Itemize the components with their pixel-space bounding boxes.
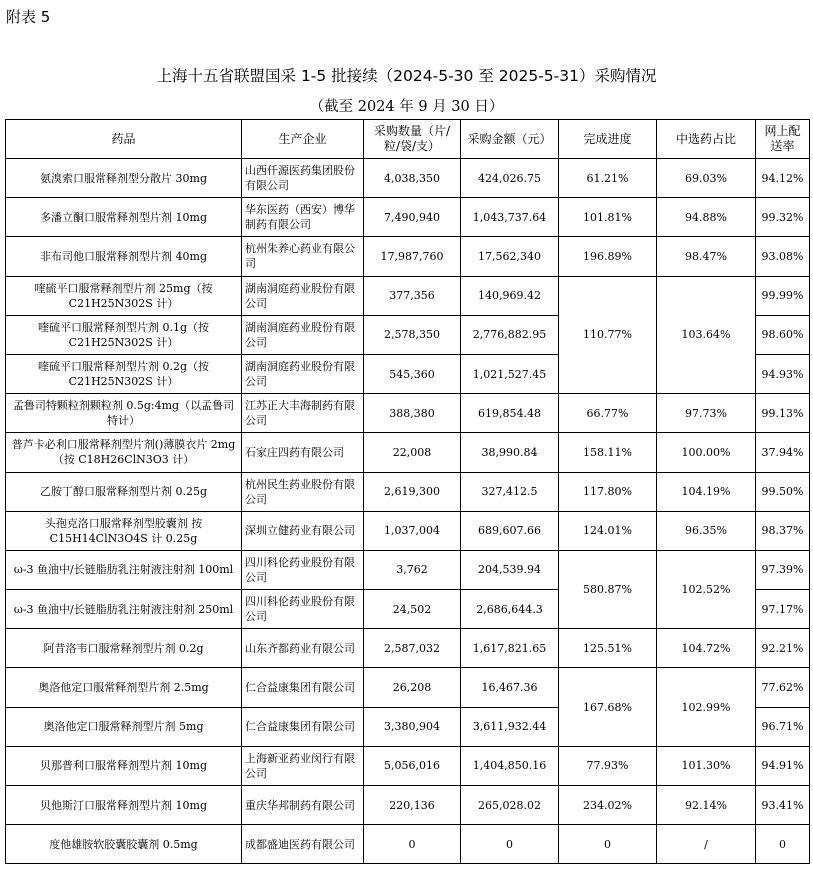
table-row [6, 433, 810, 472]
table-row [6, 198, 810, 237]
manufacturer: 杭州民生药业股份有限公司 [242, 472, 364, 511]
drug-name: ω-3 鱼油中/长链脂肪乳注射液注射剂 100ml [6, 550, 242, 589]
table-row [6, 746, 810, 785]
drug-name: 度他雄胺软胶囊胶囊剂 0.5mg [6, 825, 242, 864]
col-header-delivery: 网上配送率 [756, 120, 810, 159]
procurement-table [5, 119, 810, 864]
delivery-rate: 37.94% [756, 433, 810, 472]
amount: 1,617,821.65 [461, 629, 559, 668]
delivery-rate: 93.08% [756, 237, 810, 276]
table-row [6, 237, 810, 276]
amount: 204,539.94 [461, 550, 559, 589]
table-row [6, 511, 810, 550]
progress: 196.89% [559, 237, 657, 276]
amount: 265,028.02 [461, 786, 559, 825]
progress: 158.11% [559, 433, 657, 472]
col-header-manufacturer: 生产企业 [242, 120, 364, 159]
manufacturer: 仁合益康集团有限公司 [242, 668, 364, 707]
drug-name: 贝那普利口服常释剂型片剂 10mg [6, 746, 242, 785]
share: 96.35% [657, 511, 756, 550]
drug-name: 头孢克洛口服常释剂型胶囊剂 按 C15H14ClN3O4S 计 0.25g [6, 511, 242, 550]
quantity: 4,038,350 [364, 159, 461, 198]
quantity: 377,356 [364, 276, 461, 315]
col-header-amount: 采购金额（元） [461, 120, 559, 159]
quantity: 3,762 [364, 550, 461, 589]
share: 100.00% [657, 433, 756, 472]
manufacturer: 山西仟源医药集团股份有限公司 [242, 159, 364, 198]
manufacturer: 四川科伦药业股份有限公司 [242, 550, 364, 589]
amount: 619,854.48 [461, 394, 559, 433]
delivery-rate: 98.37% [756, 511, 810, 550]
delivery-rate: 94.12% [756, 159, 810, 198]
drug-name: 乙胺丁醇口服常释剂型片剂 0.25g [6, 472, 242, 511]
document-subtitle: （截至 2024 年 9 月 30 日） [309, 99, 504, 115]
quantity: 22,008 [364, 433, 461, 472]
table-row [6, 276, 810, 315]
share: 92.14% [657, 786, 756, 825]
drug-name: 喹硫平口服常释剂型片剂 0.2g（按 C21H25N302S 计） [6, 354, 242, 393]
delivery-rate: 97.39% [756, 550, 810, 589]
manufacturer: 仁合益康集团有限公司 [242, 707, 364, 746]
amount: 424,026.75 [461, 159, 559, 198]
drug-name: 非布司他口服常释剂型片剂 40mg [6, 237, 242, 276]
amount: 0 [461, 825, 559, 864]
manufacturer: 江苏正大丰海制药有限公司 [242, 394, 364, 433]
manufacturer: 湖南洞庭药业股份有限公司 [242, 276, 364, 315]
quantity: 2,578,350 [364, 315, 461, 354]
manufacturer: 湖南洞庭药业股份有限公司 [242, 315, 364, 354]
progress: 124.01% [559, 511, 657, 550]
delivery-rate: 99.99% [756, 276, 810, 315]
quantity: 17,987,760 [364, 237, 461, 276]
document-title: 上海十五省联盟国采 1-5 批接续（2024-5-30 至 2025-5-31）采购情况 [156, 67, 657, 85]
drug-name: 阿昔洛韦口服常释剂型片剂 0.2g [6, 629, 242, 668]
delivery-rate: 77.62% [756, 668, 810, 707]
table-header-row [6, 120, 810, 159]
share: 102.99% [657, 668, 756, 746]
amount: 140,969.42 [461, 276, 559, 315]
quantity: 220,136 [364, 786, 461, 825]
drug-name: 孟鲁司特颗粒剂颗粒剂 0.5g:4mg（以孟鲁司特计） [6, 394, 242, 433]
delivery-rate: 98.60% [756, 315, 810, 354]
amount: 2,776,882.95 [461, 315, 559, 354]
quantity: 7,490,940 [364, 198, 461, 237]
manufacturer: 湖南洞庭药业股份有限公司 [242, 354, 364, 393]
col-header-drug: 药品 [6, 120, 242, 159]
table-row [6, 786, 810, 825]
progress: 125.51% [559, 629, 657, 668]
delivery-rate: 99.32% [756, 198, 810, 237]
col-header-quantity: 采购数量（片/粒/袋/支） [364, 120, 461, 159]
share: 94.88% [657, 198, 756, 237]
progress: 167.68% [559, 668, 657, 746]
share: 101.30% [657, 746, 756, 785]
drug-name: 普芦卡必利口服常释剂型片剂()薄膜衣片 2mg（按 C18H26ClN3O3 计） [6, 433, 242, 472]
share: 98.47% [657, 237, 756, 276]
amount: 3,611,932.44 [461, 707, 559, 746]
progress: 0 [559, 825, 657, 864]
progress: 61.21% [559, 159, 657, 198]
amount: 689,607.66 [461, 511, 559, 550]
manufacturer: 上海新亚药业闵行有限公司 [242, 746, 364, 785]
progress: 110.77% [559, 276, 657, 394]
manufacturer: 石家庄四药有限公司 [242, 433, 364, 472]
delivery-rate: 99.13% [756, 394, 810, 433]
quantity: 24,502 [364, 590, 461, 629]
table-row [6, 472, 810, 511]
quantity: 5,056,016 [364, 746, 461, 785]
quantity: 1,037,004 [364, 511, 461, 550]
delivery-rate: 96.71% [756, 707, 810, 746]
amount: 1,043,737.64 [461, 198, 559, 237]
quantity: 2,619,300 [364, 472, 461, 511]
delivery-rate: 94.91% [756, 746, 810, 785]
manufacturer: 杭州朱养心药业有限公司 [242, 237, 364, 276]
share: 104.72% [657, 629, 756, 668]
delivery-rate: 92.21% [756, 629, 810, 668]
share: / [657, 825, 756, 864]
quantity: 26,208 [364, 668, 461, 707]
share: 104.19% [657, 472, 756, 511]
progress: 66.77% [559, 394, 657, 433]
table-row [6, 159, 810, 198]
progress: 234.02% [559, 786, 657, 825]
amount: 17,562,340 [461, 237, 559, 276]
drug-name: 喹硫平口服常释剂型片剂 25mg（按 C21H25N302S 计） [6, 276, 242, 315]
amount: 327,412.5 [461, 472, 559, 511]
progress: 77.93% [559, 746, 657, 785]
quantity: 388,380 [364, 394, 461, 433]
manufacturer: 成都盛迪医药有限公司 [242, 825, 364, 864]
quantity: 2,587,032 [364, 629, 461, 668]
table-row [6, 629, 810, 668]
table-row [6, 550, 810, 589]
amount: 16,467.36 [461, 668, 559, 707]
progress: 580.87% [559, 550, 657, 628]
progress: 101.81% [559, 198, 657, 237]
manufacturer: 重庆华邦制药有限公司 [242, 786, 364, 825]
share: 69.03% [657, 159, 756, 198]
manufacturer: 山东齐都药业有限公司 [242, 629, 364, 668]
drug-name: 贝他斯汀口服常释剂型片剂 10mg [6, 786, 242, 825]
drug-name: ω-3 鱼油中/长链脂肪乳注射液注射剂 250ml [6, 590, 242, 629]
amount: 1,404,850.16 [461, 746, 559, 785]
quantity: 0 [364, 825, 461, 864]
delivery-rate: 97.17% [756, 590, 810, 629]
table-row [6, 668, 810, 707]
drug-name: 喹硫平口服常释剂型片剂 0.1g（按 C21H25N302S 计） [6, 315, 242, 354]
delivery-rate: 93.41% [756, 786, 810, 825]
amount: 2,686,644.3 [461, 590, 559, 629]
share: 97.73% [657, 394, 756, 433]
share: 103.64% [657, 276, 756, 394]
drug-name: 奥洛他定口服常释剂型片剂 5mg [6, 707, 242, 746]
quantity: 545,360 [364, 354, 461, 393]
drug-name: 氨溴索口服常释剂型分散片 30mg [6, 159, 242, 198]
amount: 1,021,527.45 [461, 354, 559, 393]
drug-name: 奥洛他定口服常释剂型片剂 2.5mg [6, 668, 242, 707]
progress: 117.80% [559, 472, 657, 511]
manufacturer: 深圳立健药业有限公司 [242, 511, 364, 550]
share: 102.52% [657, 550, 756, 628]
table-row [6, 394, 810, 433]
delivery-rate: 0 [756, 825, 810, 864]
amount: 38,990.84 [461, 433, 559, 472]
col-header-share: 中选药占比 [657, 120, 756, 159]
delivery-rate: 94.93% [756, 354, 810, 393]
table-row [6, 825, 810, 864]
delivery-rate: 99.50% [756, 472, 810, 511]
col-header-progress: 完成进度 [559, 120, 657, 159]
drug-name: 多潘立酮口服常释剂型片剂 10mg [6, 198, 242, 237]
manufacturer: 华东医药（西安）博华制药有限公司 [242, 198, 364, 237]
quantity: 3,380,904 [364, 707, 461, 746]
appendix-label: 附表 5 [6, 8, 51, 26]
manufacturer: 四川科伦药业股份有限公司 [242, 590, 364, 629]
